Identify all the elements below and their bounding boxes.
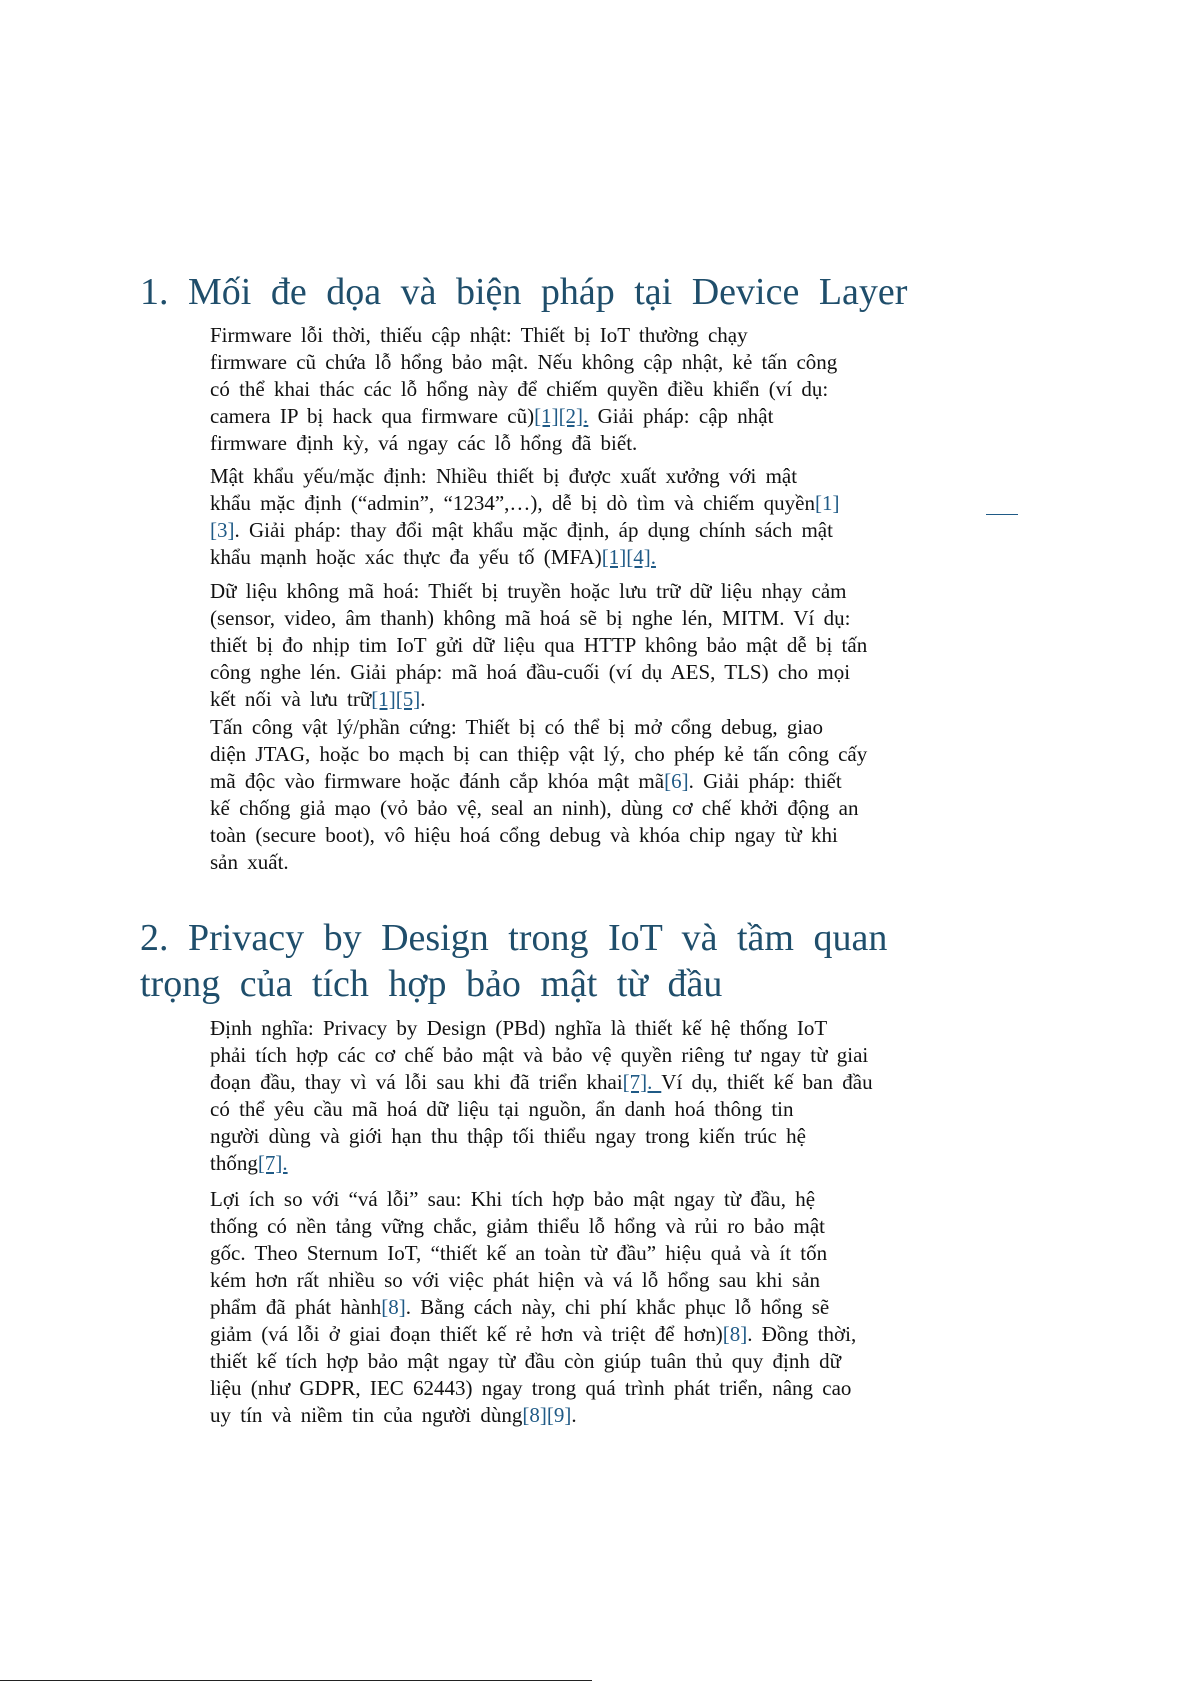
text-segment: uy tín và niềm tin của người dùng [210, 1403, 523, 1427]
text-segment: Firmware lỗi thời, thiếu cập nhật: Thiết bị IoT thường chạy [210, 323, 748, 347]
text-segment: thống [210, 1151, 258, 1175]
paragraph-line [210, 1123, 806, 1150]
bullet-item [178, 578, 1058, 713]
text-segment: mã độc vào firmware hoặc đánh cắp khóa mật mã [210, 769, 665, 793]
bullet-item [178, 463, 1058, 571]
text-segment: người dùng và giới hạn thu thập tối thiểu ngay trong kiến trúc hệ [210, 1124, 806, 1148]
citation-link[interactable]: [8][9] [522, 1403, 572, 1427]
paragraph-line [210, 1150, 288, 1177]
text-segment: firmware định kỳ, vá ngay các lỗ hổng đã biết. [210, 431, 638, 455]
text-segment: khẩu mạnh hoặc xác thực đa yếu tố (MFA) [210, 545, 602, 569]
paragraph-line [210, 1348, 841, 1375]
paragraph-line [210, 490, 840, 517]
paragraph-line [210, 1321, 856, 1348]
text-segment: kế chống giả mạo (vỏ bảo vệ, seal an ninh), dùng cơ chế khởi động an [210, 796, 859, 820]
text-segment: có thể yêu cầu mã hoá dữ liệu tại nguồn, ẩn danh hoá thông tin [210, 1097, 794, 1121]
text-segment: (sensor, video, âm thanh) không mã hoá sẽ bị nghe lén, MITM. Ví dụ: [210, 606, 851, 630]
text-segment: thống có nền tảng vững chắc, giảm thiểu lỗ hổng và rủi ro bảo mật [210, 1214, 825, 1238]
citation-link[interactable]: [8] [722, 1322, 748, 1346]
text-segment: Tấn công vật lý/phần cứng: Thiết bị có thể bị mở cổng debug, giao [210, 715, 823, 739]
paragraph-line [210, 768, 842, 795]
text-segment: Mật khẩu yếu/mặc định: Nhiều thiết bị được xuất xưởng với mật [210, 464, 798, 488]
footnote-separator [0, 1680, 592, 1681]
paragraph-line [210, 578, 847, 605]
citation-link[interactable]: [1][2]. [534, 404, 589, 428]
citation-link[interactable]: [8] [381, 1295, 406, 1319]
paragraph-line [210, 1186, 815, 1213]
citation-link[interactable]: [1] [815, 491, 840, 515]
citation-link[interactable]: [7]. [257, 1151, 288, 1175]
paragraph-line [210, 463, 797, 490]
text-segment: kém hơn rất nhiều so với việc phát hiện và vá lỗ hổng sau khi sản [210, 1268, 821, 1292]
paragraph-line [210, 659, 850, 686]
paragraph-line [210, 714, 823, 741]
text-segment: thiết kế tích hợp bảo mật ngay từ đầu còn giúp tuân thủ quy định dữ [210, 1349, 842, 1373]
section-2-heading-line-2: trọng của tích hợp bảo mật từ đầu [140, 963, 723, 1005]
text-segment: kết nối và lưu trữ [210, 687, 372, 711]
paragraph-line [210, 1213, 825, 1240]
citation-link[interactable]: [1][4]. [601, 545, 656, 569]
text-segment: có thể khai thác các lỗ hổng này để chiếm quyền điều khiển (ví dụ: [210, 377, 829, 401]
citation-link[interactable]: [7]. [622, 1070, 662, 1094]
paragraph-line [210, 795, 858, 822]
text-segment: đoạn đầu, thay vì vá lỗi sau khi đã triển khai [210, 1070, 623, 1094]
citation-link[interactable]: [3] [210, 518, 235, 542]
text-segment: gốc. Theo Sternum IoT, “thiết kế an toàn từ đầu” hiệu quả và ít tốn [210, 1241, 828, 1265]
text-segment: . [420, 687, 426, 711]
paragraph-line [210, 849, 289, 876]
bullet-item [178, 322, 1058, 457]
paragraph-line [210, 1402, 577, 1429]
paragraph-line [210, 686, 425, 713]
text-segment: phẩm đã phát hành [210, 1295, 382, 1319]
text-segment: camera IP bị hack qua firmware cũ) [210, 404, 535, 428]
paragraph-line [210, 1042, 868, 1069]
paragraph-line [210, 376, 828, 403]
text-segment: công nghe lén. Giải pháp: mã hoá đầu-cuối (ví dụ AES, TLS) cho mọi [210, 660, 851, 684]
paragraph-line [210, 1069, 873, 1096]
text-segment: Giải pháp: cập nhật [588, 404, 774, 428]
text-segment: Dữ liệu không mã hoá: Thiết bị truyền hoặc lưu trữ dữ liệu nhạy cảm [210, 579, 847, 603]
paragraph-line [210, 544, 656, 571]
text-segment: Ví dụ, thiết kế ban đầu [661, 1070, 873, 1094]
text-segment: khẩu mặc định (“admin”, “1234”,…), dễ bị dò tìm và chiếm quyền [210, 491, 816, 515]
text-segment: thiết bị đo nhịp tim IoT gửi dữ liệu qua HTTP không bảo mật dễ bị tấn [210, 633, 868, 657]
paragraph-line [210, 1294, 829, 1321]
section-1-heading: 1. Mối đe dọa và biện pháp tại Device Layer [140, 271, 908, 313]
text-segment: phải tích hợp các cơ chế bảo mật và bảo vệ quyền riêng tư ngay từ giai [210, 1043, 869, 1067]
paragraph-line [210, 517, 833, 544]
paragraph-line [210, 349, 837, 376]
stray-underline-mark [986, 514, 1018, 515]
text-segment: Lợi ích so với “vá lỗi” sau: Khi tích hợp bảo mật ngay từ đầu, hệ [210, 1187, 816, 1211]
text-segment: firmware cũ chứa lỗ hổng bảo mật. Nếu không cập nhật, kẻ tấn công [210, 350, 838, 374]
text-segment: toàn (secure boot), vô hiệu hoá cổng debug và khóa chip ngay từ khi [210, 823, 838, 847]
citation-link[interactable]: [1][5] [371, 687, 421, 711]
paragraph-line [210, 632, 867, 659]
paragraph-line [210, 1240, 827, 1267]
paragraph-line [210, 822, 838, 849]
text-segment: . Giải pháp: thay đổi mật khẩu mặc định, áp dụng chính sách mật [234, 518, 833, 542]
text-segment: Định nghĩa: Privacy by Design (PBd) nghĩa là thiết kế hệ thống IoT [210, 1016, 828, 1040]
paragraph-line [210, 741, 867, 768]
paragraph-line [210, 430, 637, 457]
text-segment: . Giải pháp: thiết [688, 769, 842, 793]
paragraph-line [210, 605, 850, 632]
citation-link[interactable]: [6] [664, 769, 689, 793]
text-segment: giảm (vá lỗi ở giai đoạn thiết kế rẻ hơn và triệt để hơn) [210, 1322, 723, 1346]
text-segment: liệu (như GDPR, IEC 62443) ngay trong quá trình phát triển, nâng cao [210, 1376, 852, 1400]
bullet-item [178, 1186, 1058, 1429]
text-segment: . Bằng cách này, chi phí khắc phục lỗ hổng sẽ [405, 1295, 830, 1319]
text-segment: sản xuất. [210, 850, 289, 874]
paragraph-line [210, 1096, 794, 1123]
text-segment: . [571, 1403, 577, 1427]
bullet-item [178, 714, 1058, 876]
paragraph-line [210, 1015, 827, 1042]
paragraph-line [210, 1375, 851, 1402]
paragraph-line [210, 322, 748, 349]
section-2-heading-line-1: 2. Privacy by Design trong IoT và tầm quan [140, 917, 888, 959]
text-segment: diện JTAG, hoặc bo mạch bị can thiệp vật lý, cho phép kẻ tấn công cấy [210, 742, 868, 766]
paragraph-line [210, 403, 773, 430]
bullet-item [178, 1015, 1058, 1177]
text-segment: . Đồng thời, [747, 1322, 857, 1346]
paragraph-line [210, 1267, 820, 1294]
